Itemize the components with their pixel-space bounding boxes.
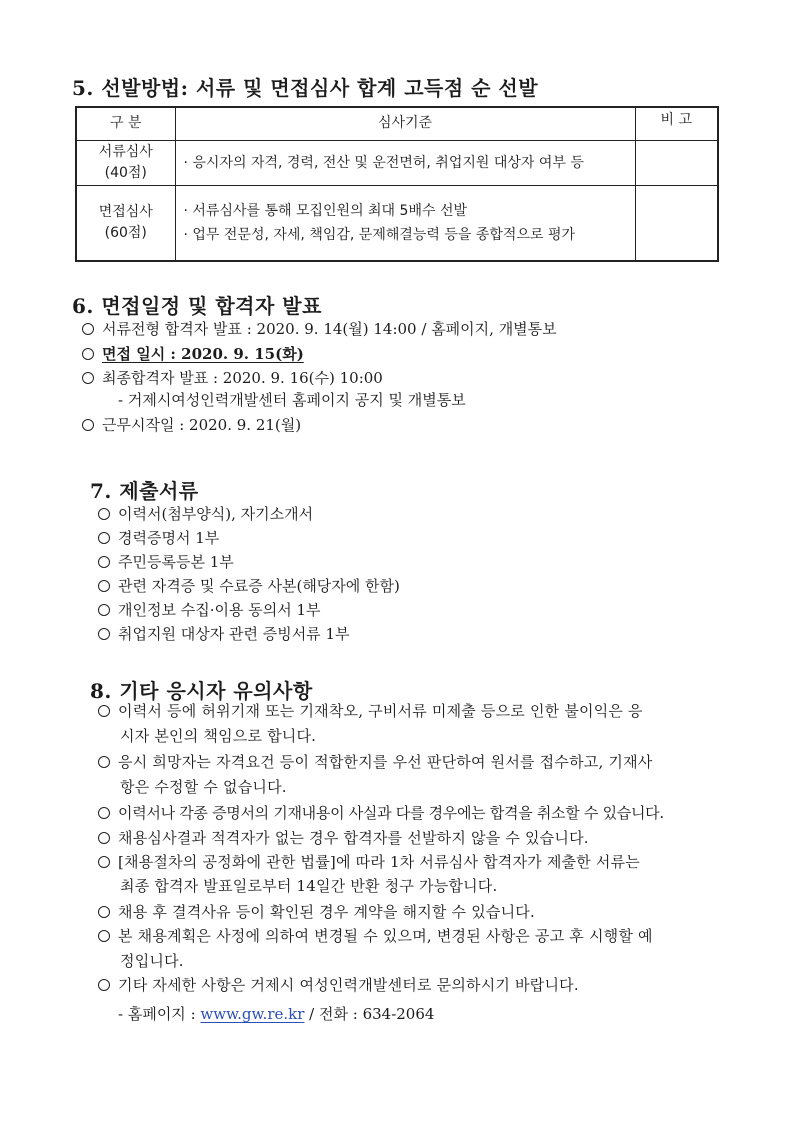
criteria-table [75, 106, 719, 262]
list-item-text: 취업지원 대상자 관련 증빙서류 1부 [118, 625, 350, 643]
list-item [98, 527, 219, 548]
list-item [98, 901, 535, 922]
list-item-text: 근무시작일 : 2020. 9. 21(월) [102, 416, 302, 434]
list-item [98, 575, 400, 596]
homepage-link[interactable]: www.gw.re.kr [200, 1005, 305, 1023]
list-item-text: 채용심사결과 적격자가 없는 경우 합격자를 선발하지 않을 수 있습니다. [118, 829, 589, 847]
category-points: (40점) [104, 164, 147, 181]
list-item [98, 599, 321, 620]
circle-bullet-icon [98, 807, 110, 819]
section8-heading: 8. 기타 응시자 유의사항 [90, 679, 313, 703]
table-cell-note [635, 185, 718, 261]
list-item [82, 367, 383, 388]
circle-bullet-icon [98, 580, 110, 592]
contact-line [118, 1003, 434, 1024]
table-cell-category [76, 185, 175, 261]
list-item [98, 827, 589, 848]
table-cell-note [635, 140, 718, 185]
circle-bullet-icon [98, 756, 110, 768]
circle-bullet-icon [98, 832, 110, 844]
list-item [98, 851, 640, 872]
circle-bullet-icon [98, 556, 110, 568]
contact-prefix: - 홈페이지 : [118, 1005, 201, 1023]
circle-bullet-icon [82, 348, 94, 360]
list-item-text: 채용 후 결격사유 등이 확인된 경우 계약을 해지할 수 있습니다. [118, 903, 535, 921]
list-item [98, 551, 234, 572]
category-label: 서류심사 [98, 143, 153, 160]
list-item-text: 응시 희망자는 자격요건 등이 적합한지를 우선 판단하여 원서를 접수하고, 기재사 [118, 753, 653, 771]
table-row [76, 140, 718, 185]
list-item-text: 주민등록등본 1부 [118, 553, 234, 571]
list-item-text: 개인정보 수집·이용 동의서 1부 [118, 601, 321, 619]
list-item-text: [채용절차의 공정화에 관한 법률]에 따라 1차 서류심사 합격자가 제출한 서류는 [118, 853, 640, 871]
table-row [76, 185, 718, 261]
circle-bullet-icon [98, 906, 110, 918]
section7-heading: 7. 제출서류 [90, 479, 199, 503]
list-item-text: 이력서나 각종 증명서의 기재내용이 사실과 다를 경우에는 합격을 취소할 수 있습니다. [118, 804, 664, 822]
list-item [98, 802, 664, 823]
list-item-continued: 최종 합격자 발표일로부터 14일간 반환 청구 가능합니다. [120, 877, 498, 895]
circle-bullet-icon [98, 532, 110, 544]
circle-bullet-icon [98, 979, 110, 991]
table-header-category: 구 분 [76, 107, 175, 140]
table-cell-category [76, 140, 175, 185]
list-item [82, 343, 304, 364]
interview-date-text: 면접 일시 : 2020. 9. 15(화) [102, 345, 304, 363]
circle-bullet-icon [98, 604, 110, 616]
circle-bullet-icon [98, 930, 110, 942]
list-item-text: 이력서 등에 허위기재 또는 기재착오, 구비서류 미제출 등으로 인한 불이익은 응 [118, 702, 643, 720]
list-item [98, 623, 349, 644]
list-item-text: 서류전형 합격자 발표 : 2020. 9. 14(월) 14:00 / 홈페이지, 개별통보 [102, 320, 557, 338]
list-item-continued: 항은 수정할 수 없습니다. [120, 778, 287, 796]
circle-bullet-icon [98, 705, 110, 717]
table-cell-criteria [175, 140, 635, 185]
list-item [98, 751, 652, 772]
list-item [98, 974, 579, 995]
list-item [98, 700, 643, 721]
criteria-text: · 서류심사를 통해 모집인원의 최대 5배수 선발 [183, 202, 467, 219]
criteria-text: · 응시자의 자격, 경력, 전산 및 운전면허, 취업지원 대상자 여부 등 [183, 154, 584, 171]
circle-bullet-icon [98, 508, 110, 520]
table-header-criteria: 심사기준 [175, 107, 635, 140]
section6-heading: 6. 면접일정 및 합격자 발표 [72, 294, 322, 318]
category-points: (60점) [104, 224, 147, 241]
circle-bullet-icon [98, 856, 110, 868]
circle-bullet-icon [82, 323, 94, 335]
category-label: 면접심사 [98, 203, 153, 220]
table-cell-criteria [175, 185, 635, 261]
list-item-continued: 시자 본인의 책임으로 합니다. [120, 727, 317, 745]
list-item-text: 이력서(첨부양식), 자기소개서 [118, 505, 314, 523]
table-header-note: 비 고 [635, 107, 718, 140]
section5-heading: 5. 선발방법: 서류 및 면접심사 합계 고득점 순 선발 [72, 76, 539, 100]
list-item-text: 본 채용계획은 사정에 의하여 변경될 수 있으며, 변경된 사항은 공고 후 시행할 예 [118, 927, 653, 945]
list-item [82, 318, 557, 339]
list-item-text: 경력증명서 1부 [118, 529, 220, 547]
circle-bullet-icon [98, 628, 110, 640]
contact-phone: / 전화 : 634-2064 [304, 1005, 435, 1023]
list-subitem: - 거제시여성인력개발센터 홈페이지 공지 및 개별통보 [118, 391, 466, 409]
list-item [82, 414, 301, 435]
list-item-text: 관련 자격증 및 수료증 사본(해당자에 한함) [118, 577, 400, 595]
circle-bullet-icon [82, 372, 94, 384]
list-item-continued: 정입니다. [120, 952, 184, 970]
list-item [98, 503, 313, 524]
criteria-text: · 업무 전문성, 자세, 책임감, 문제해결능력 등을 종합적으로 평가 [183, 226, 576, 243]
circle-bullet-icon [82, 419, 94, 431]
list-item [98, 925, 653, 946]
list-item-text: 최종합격자 발표 : 2020. 9. 16(수) 10:00 [102, 369, 383, 387]
list-item-text: 기타 자세한 사항은 거제시 여성인력개발센터로 문의하시기 바랍니다. [118, 976, 579, 994]
